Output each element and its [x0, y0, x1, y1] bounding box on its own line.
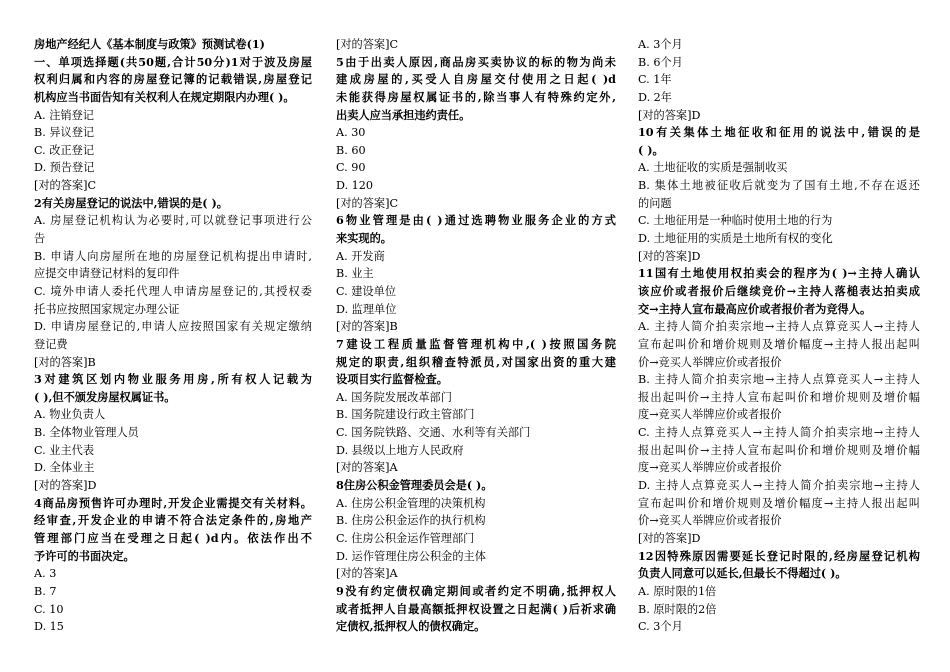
text-line: [对的答案]C	[336, 196, 399, 210]
text-line: B. 6个月	[638, 55, 683, 69]
text-line: 交→主持人宣布最高应价或者报价者为竞得人。	[638, 301, 872, 316]
text-line: 应提交申请登记材料的复印件	[34, 267, 180, 281]
text-line: C. 住房公积金运作管理部门	[336, 531, 475, 545]
text-line: B. 主持人简介拍卖宗地→主持人点算竞买人→主持人	[638, 373, 920, 387]
text-line: 予许可的书面决定。	[34, 548, 135, 563]
text-line: 设项目实行监督检查。	[336, 372, 448, 387]
text-line: 托书应按照国家规定办理公证	[34, 302, 180, 316]
text-line: ( ),但不颁发房屋权属证书。	[34, 389, 176, 404]
text-line: 该应价或者报价后继续竞价→主持人落槌表达拍卖成	[638, 283, 920, 298]
text-line: 11国有土地使用权拍卖会的程序为( )→主持人确认	[638, 266, 920, 281]
text-line: B. 异议登记	[34, 126, 95, 140]
text-line: [对的答案]C	[34, 179, 97, 193]
text-line: 未能获得房屋权属证书的,除当事人有特殊约定外,	[336, 89, 616, 104]
text-line: 9没有约定债权确定期间或者约定不明确,抵押权人	[336, 583, 616, 598]
text-line: A. 房屋登记机构认为必要时,可以就登记事项进行公	[34, 214, 312, 228]
text-line: D. 15	[34, 620, 64, 634]
text-line: 5由于出卖人原因,商品房买卖协议的标的物为尚未	[336, 54, 616, 69]
text-line: 4商品房预售许可办理时,开发企业需提交有关材料。	[34, 495, 312, 510]
text-line: 3对建筑区划内物业服务用房,所有权人记载为	[34, 372, 312, 387]
text-line: A. 土地征收的实质是强制收买	[638, 161, 788, 175]
text-line: D. 县级以上地方人民政府	[336, 443, 464, 457]
text-line: 房地产经纪人《基本制度与政策》预测试卷(1)	[34, 37, 265, 51]
text-line: D. 120	[336, 179, 374, 193]
text-line: 价→竞买人举牌应价或者报价	[638, 514, 782, 528]
text-line: [对的答案]D	[638, 108, 701, 122]
text-line: D. 申请房屋登记的,申请人应按照国家有关规定缴纳	[34, 320, 312, 334]
text-line: B. 业主	[336, 267, 374, 281]
text-line: 规定的职责,组织稽查特派员,对国家出资的重大建	[336, 354, 616, 369]
text-line: 负责人同意可以延长,但最长不得超过( )。	[638, 566, 847, 581]
column-left	[34, 36, 312, 636]
text-line: A. 住房公积金管理的决策机构	[336, 496, 486, 510]
text-line: C. 主持人点算竞买人→主持人简介拍卖宗地→主持人	[638, 426, 920, 440]
text-line: C. 土地征用是一种临时使用土地的行为	[638, 214, 833, 228]
text-line: A. 主持人简介拍卖宗地→主持人点算竞买人→主持人	[638, 320, 920, 334]
text-line: 机构应当书面告知有关权利人在规定期限内办理( )。	[34, 89, 295, 104]
text-line: B. 申请人向房屋所在地的房屋登记机构提出申请时,	[34, 249, 312, 263]
text-line: 的问题	[638, 196, 672, 210]
text-line: D. 主持人点算竞买人→主持人简介拍卖宗地→主持人	[638, 479, 920, 493]
text-line: 定债权,抵押权人的债权确定。	[336, 619, 486, 634]
text-line: D. 预告登记	[34, 161, 95, 175]
text-line: C. 1年	[638, 73, 672, 87]
text-line: B. 7	[34, 584, 57, 598]
text-line: B. 原时限的2倍	[638, 602, 717, 616]
text-line: C. 10	[34, 602, 64, 616]
text-line: D. 运作管理住房公积金的主体	[336, 549, 486, 563]
text-line: A. 3个月	[638, 38, 683, 51]
text-line: D. 2年	[638, 90, 672, 104]
text-line: [对的答案]D	[34, 479, 97, 493]
text-line: A. 注销登记	[34, 108, 94, 122]
text-line: 8住房公积金管理委员会是( )。	[336, 478, 493, 493]
text-line: [对的答案]D	[638, 249, 701, 263]
text-line: B. 住房公积金运作的执行机构	[336, 514, 486, 528]
text-line: A. 30	[336, 126, 366, 140]
text-line: 登记费	[34, 337, 68, 351]
text-line: D. 监理单位	[336, 302, 397, 316]
text-line: 6物业管理是由( )通过选聘物业服务企业的方式	[336, 213, 616, 228]
column-right	[638, 36, 920, 636]
text-line: C. 业主代表	[34, 443, 95, 457]
text-line: [对的答案]C	[336, 38, 399, 51]
text-line: 宣布起叫价和增价规则及增价幅度→主持人报出起叫	[638, 496, 920, 510]
text-line: C. 3个月	[638, 620, 683, 634]
text-line: 10有关集体土地征收和征用的说法中,错误的是	[638, 125, 920, 140]
text-line: 出卖人应当承担违约责任。	[336, 107, 471, 122]
text-line: C. 建设单位	[336, 284, 397, 298]
text-line: 建成房屋的,买受人自房屋交付使用之日起( )d	[336, 72, 616, 87]
text-line: A. 原时限的1倍	[638, 584, 717, 598]
text-line: B. 国务院建设行政主管部门	[336, 408, 475, 422]
text-line: C. 90	[336, 161, 366, 175]
text-line: C. 国务院铁路、交通、水利等有关部门	[336, 426, 531, 440]
text-line: A. 物业负责人	[34, 408, 106, 422]
text-line: 2有关房屋登记的说法中,错误的是( )。	[34, 195, 228, 210]
text-line: 一、单项选择题(共50题,合计50分)1对于波及房屋	[34, 54, 312, 69]
text-line: A. 3	[34, 567, 57, 581]
text-line: C. 改正登记	[34, 143, 95, 157]
text-line: 报出起叫价→主持人宣布起叫价和增价规则及增价幅	[638, 443, 920, 457]
text-line: B. 集体土地被征收后就变为了国有土地,不存在返还	[638, 179, 920, 193]
text-line: 价→竞买人举牌应价或者报价	[638, 355, 782, 369]
text-line: C. 境外申请人委托代理人申请房屋登记的,其授权委	[34, 284, 312, 298]
text-line: [对的答案]D	[638, 531, 701, 545]
text-line: 告	[34, 232, 46, 246]
text-line: 权利归属和内容的房屋登记簿的记载错误,房屋登记	[34, 72, 312, 87]
text-line: 12因特殊原因需要延长登记时限的,经房屋登记机构	[638, 548, 920, 563]
text-line: D. 土地征用的实质是土地所有权的变化	[638, 232, 833, 246]
text-line: ( )。	[638, 142, 664, 157]
text-line: B. 60	[336, 143, 366, 157]
column-middle	[336, 36, 616, 636]
text-line: [对的答案]B	[34, 355, 96, 369]
text-line: 管理部门应当在受理之日起( )d内。依法作出不	[34, 530, 312, 545]
text-line: 宣布起叫价和增价规则及增价幅度→主持人报出起叫	[638, 337, 920, 351]
text-line: [对的答案]A	[336, 567, 398, 581]
text-line: B. 全体物业管理人员	[34, 426, 139, 440]
text-line: 或者抵押人自最高额抵押权设置之日起满( )后祈求确	[336, 601, 616, 616]
text-line: 度→竞买人举牌应价或者报价	[638, 408, 782, 422]
text-line: [对的答案]B	[336, 320, 398, 334]
text-line: 来实现的。	[336, 231, 392, 246]
text-line: 7建设工程质量监督管理机构中,( )按照国务院	[336, 336, 616, 351]
text-line: A. 开发商	[336, 249, 385, 263]
text-line: 度→竞买人举牌应价或者报价	[638, 461, 782, 475]
text-line: [对的答案]A	[336, 461, 398, 475]
text-line: 报出起叫价→主持人宣布起叫价和增价规则及增价幅	[638, 390, 920, 404]
text-line: 经审查,开发企业的申请不符合法定条件的,房地产	[34, 513, 312, 528]
text-line: A. 国务院发展改革部门	[336, 390, 452, 404]
text-line: D. 全体业主	[34, 461, 95, 475]
